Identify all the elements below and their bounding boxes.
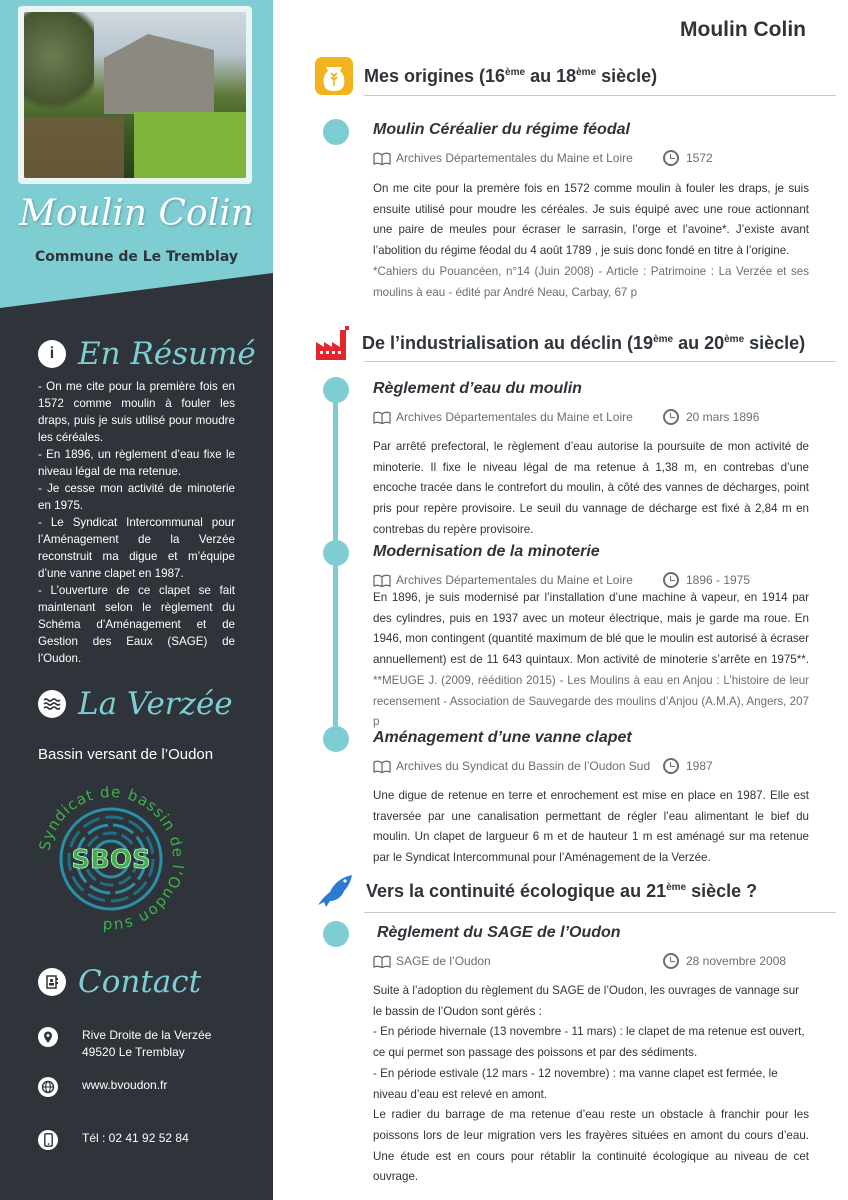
summary-item: - En 1896, un règlement d’eau fixe le niveau légal de ma retenue. <box>38 448 235 478</box>
book-icon <box>373 152 391 165</box>
event-note: **MEUGE J. (2009, réédition 2015) - Les Moulins à eau en Anjou : L’histoire de leur recensement - Association de Sauvegarde des moulins d’Anjou (A.M.A), Angers, 207 p <box>373 673 809 729</box>
summary-item: - Je cesse mon activité de minoterie en 1975. <box>38 482 235 512</box>
waves-icon <box>38 690 66 718</box>
timeline-dot <box>323 726 349 752</box>
basin-label: Bassin versant de l’Oudon <box>38 746 214 763</box>
map-pin-icon <box>38 1027 58 1047</box>
event-title: Moulin Céréalier du régime féodal <box>373 121 630 138</box>
mill-photo-frame <box>18 6 252 184</box>
phone-number: Tél : 02 41 92 52 84 <box>82 1131 189 1145</box>
clock-icon <box>663 758 679 774</box>
event-source: Archives du Syndicat du Bassin de l’Oudon Sud <box>373 759 650 773</box>
divider <box>364 361 836 362</box>
event-title: Règlement d’eau du moulin <box>373 380 582 397</box>
event-date: 20 mars 1896 <box>663 409 759 425</box>
sidebar <box>0 0 273 1200</box>
summary-item: - Le Syndicat Intercommunal pour l’Aménagement de la Verzée reconstruit ma digue et m’équipe d’une vanne clapet en 1987. <box>38 516 235 580</box>
event-meta <box>373 954 787 968</box>
globe-icon <box>38 1077 58 1097</box>
event-date: 1987 <box>663 758 713 774</box>
address-book-icon <box>38 968 66 996</box>
event-title: Modernisation de la minoterie <box>373 543 600 560</box>
paragraph: - En période hivernale (13 novembre - 11 mars) : le clapet de ma retenue est ouvert, ce qui permet son passage des poissons et par des sédiments. <box>373 1025 805 1060</box>
fish-icon <box>314 871 356 911</box>
divider <box>364 95 836 96</box>
event-date: 1572 <box>663 150 713 166</box>
event-source: Archives Départementales du Maine et Loire <box>373 410 633 424</box>
contact-title: Contact <box>78 964 202 1000</box>
event-source: Archives Départementales du Maine et Loire <box>373 151 633 165</box>
book-icon <box>373 411 391 424</box>
book-icon <box>373 955 391 968</box>
event-text: En 1896, je suis modernisé par l’installation d’une machine à vapeur, en 1914 par des cylindres, puis en 1937 avec un moteur électrique, mais je garde ma roue. En 1946, mon contingent (quantité maximum de blé que le moulin est autorisé à écraser annuellement) est de 11 643 quintaux. Mon activité de minoterie s’arrête en 1975**. **MEUGE J. (2009, réédition 2015) - Les Moulins à eau en Anjou : L’histoire de leur recensement - Association de Sauvegarde des moulins d’Anjou (A.M.A), Angers, 207 p <box>373 591 809 729</box>
mill-photo <box>24 12 246 178</box>
timeline-dot <box>323 921 349 947</box>
address-line-2: 49520 Le Tremblay <box>82 1045 185 1059</box>
event-source: SAGE de l’Oudon <box>373 954 491 968</box>
sbos-ring-text: Syndicat de bassin de l’Oudon sud <box>36 784 186 934</box>
factory-icon <box>314 324 352 362</box>
event-meta <box>373 410 760 424</box>
era-heading-origins <box>314 56 657 96</box>
event-title: Aménagement d’une vanne clapet <box>373 729 632 746</box>
timeline-dot <box>323 377 349 403</box>
era-title: Vers la continuité écologique au 21ème siècle ? <box>366 880 758 901</box>
event-meta <box>373 759 713 773</box>
clock-icon <box>663 572 679 588</box>
sbos-logo <box>36 784 186 934</box>
event-text: Une digue de retenue en terre et enrochement est mise en place en 1987. Elle est traversée par une canalisation permettant de régler l’eau alimentant le bief du moulin. Un clapet de largueur 6 m et de hauteur 1 m est aménagé sur ma retenue par le Syndicat Intercommunal pour l’Aménagement de la Verzée. <box>373 789 809 865</box>
river-title: La Verzée <box>78 686 233 722</box>
event-note: *Cahiers du Pouancéen, n°14 (Juin 2008) - Article : Patrimoine : La Verzée et ses moulins à eau - édité par André Neau, Carbay, 67 p <box>373 264 809 299</box>
event-text: Par arrêté prefectoral, le règlement d’eau autorise la poursuite de mon activité de minoterie. Il fixe le niveau légal de ma retenue à 1,38 m, en contrebas d’une encoche tracée dans le contrefort du moulin, à côté des vannes de décharges, point pris pour repère provisoire. Le seuil du vannage de décharge est fixé à 2,84 m en contrebas du repère provisoire. <box>373 440 809 536</box>
divider <box>364 912 836 913</box>
contact-website <box>38 1077 167 1097</box>
book-icon <box>373 574 391 587</box>
event-date: 28 novembre 2008 <box>663 953 786 969</box>
clock-icon <box>663 409 679 425</box>
era-heading-industrialisation <box>314 324 805 362</box>
event-source: Archives Départementales du Maine et Loire <box>373 573 633 587</box>
clock-icon <box>663 953 679 969</box>
event-meta <box>373 151 713 165</box>
flour-bag-icon <box>314 56 354 96</box>
site-name: Moulin Colin <box>19 193 254 234</box>
era-title: Mes origines (16ème au 18ème siècle) <box>364 65 658 86</box>
address-line-1: Rive Droite de la Verzée <box>82 1028 212 1042</box>
event-text: On me cite pour la premère fois en 1572 comme moulin à fouler les draps, je suis ensuite utilisé pour moudre les céréales. Je suis équipé avec une roue actionnant une paire de meules pour écraser le sarrasin, l’orge et l’avoine*. J’existe avant l’abolition du régime féodal du 4 août 1789 , je suis donc fondé en titre à l’origine. *Cahiers du Pouancéen, n°14 (Juin 2008) - Article : Patrimoine : La Verzée et ses moulins à eau - édité par André Neau, Carbay, 67 p <box>373 182 809 299</box>
commune-name: Commune de Le Tremblay <box>34 249 238 265</box>
timeline-dot <box>323 540 349 566</box>
summary-title: En Résumé <box>78 336 256 372</box>
clock-icon <box>663 150 679 166</box>
phone-icon <box>38 1130 58 1150</box>
event-date: 1896 - 1975 <box>663 572 750 588</box>
event-text <box>373 981 809 1188</box>
info-icon: i <box>38 340 66 368</box>
summary-item: - L’ouverture de ce clapet se fait maintenant selon le règlement du Schéma d’Aménagement et de Gestion des Eaux (SAGE) de l’Oudon. <box>38 584 235 665</box>
summary-item: - On me cite pour la première fois en 1572 comme moulin à fouler les draps, puis je suis utilisé pour moudre les céréales. <box>38 380 235 444</box>
paragraph: - En période estivale (12 mars - 12 novembre) : ma vanne clapet est fermée, le niveau d’eau est relevé en amont. <box>373 1066 778 1101</box>
summary-text <box>38 378 235 667</box>
event-meta <box>373 573 751 587</box>
sbos-abbr: SBOS <box>71 845 151 875</box>
document-title: Moulin Colin <box>680 18 806 41</box>
website-link[interactable]: www.bvoudon.fr <box>82 1078 168 1092</box>
era-heading-ecology <box>314 871 757 911</box>
event-title: Règlement du SAGE de l’Oudon <box>377 924 621 941</box>
contact-address <box>38 1027 211 1061</box>
river-heading <box>38 686 233 722</box>
era-title: De l’industrialisation au déclin (19ème au 20ème siècle) <box>362 332 806 353</box>
contact-heading <box>38 964 201 1000</box>
summary-heading <box>38 336 256 372</box>
paragraph: Suite à l’adoption du règlement du SAGE de l’Oudon, les ouvrages de vannage sur le bassin de l’Oudon sont gérés : <box>373 984 800 1018</box>
timeline-dot <box>323 119 349 145</box>
book-icon <box>373 760 391 773</box>
paragraph: Le radier du barrage de ma retenue d’eau reste un obstacle à franchir pour les poissons lors de leur migration vers les frayères situées en amont du cours d’eau. Une étude est en cours pour rétablir la continuité écologique au niveau de cet ouvrage. <box>373 1108 809 1184</box>
contact-phone <box>38 1130 189 1150</box>
